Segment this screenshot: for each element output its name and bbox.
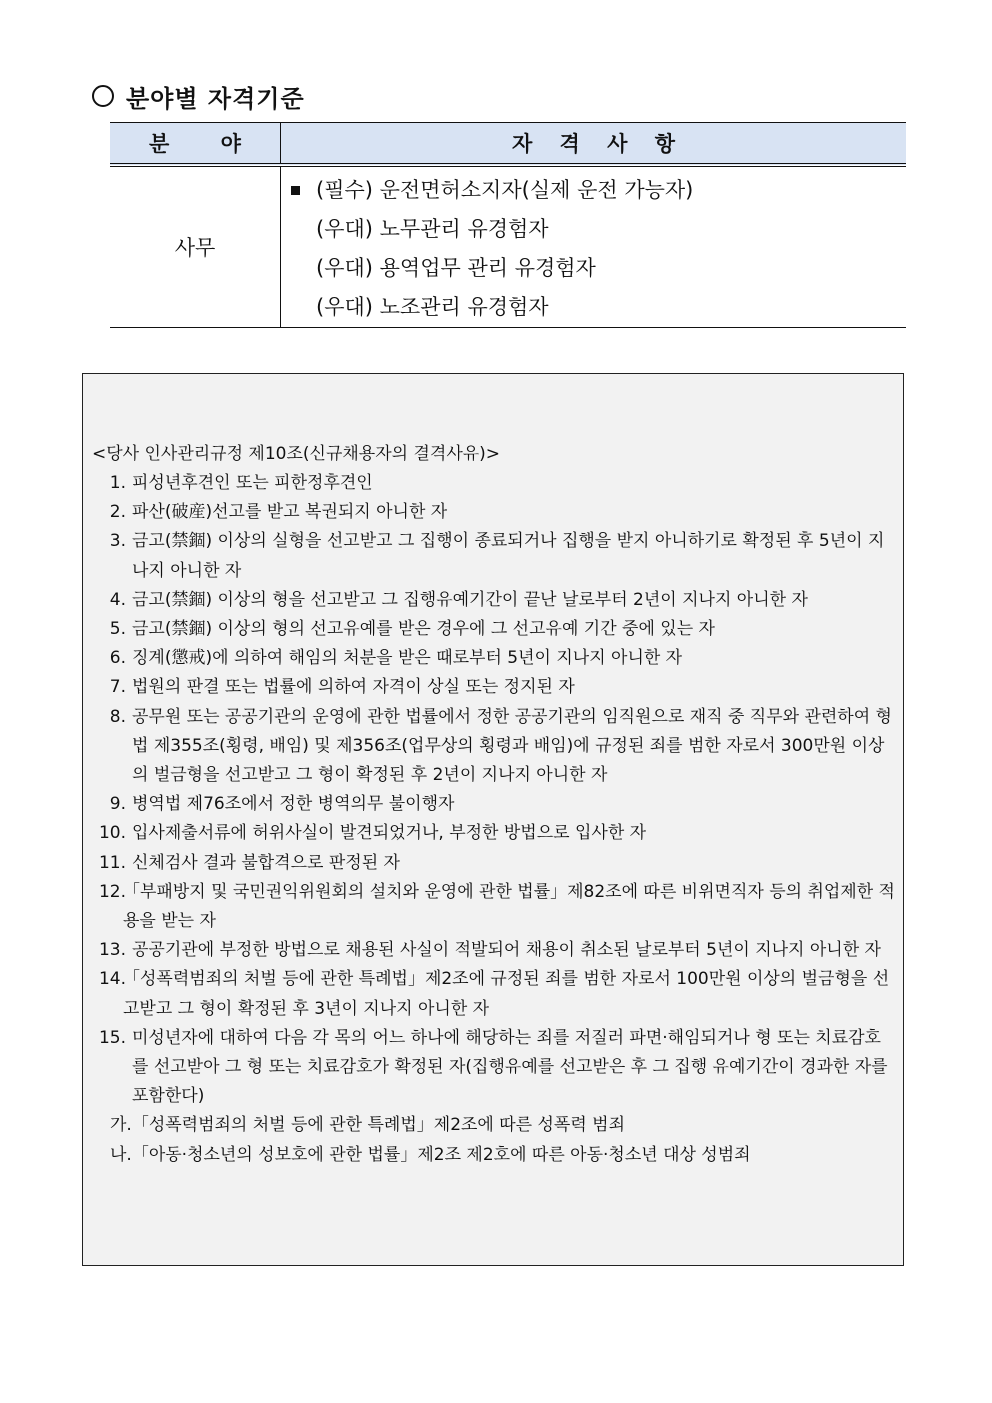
- requirement-item: (우대) 노조관리 유경험자: [316, 295, 549, 319]
- section-title: 분야별 자격기준: [126, 83, 305, 113]
- requirement-item: (우대) 노무관리 유경험자: [316, 217, 549, 241]
- notice-item: 9. 병역법 제76조에서 정한 병역의무 불이행자: [109, 794, 455, 815]
- requirements-cell: [281, 165, 907, 328]
- notice-item: 8. 공무원 또는 공공기관의 운영에 관한 법률에서 정한 공공기관의 임직원으로 재직 중 직무와 관련하여 형법 제355조(횡령, 배임) 및 제356조(업무상의 횡령과 배임)에 규정된 죄를 범한 자로서 300만원 이상의 벌금형을 선고받고 그 형이 확정된 후 2년이 지나지 아니한 자: [109, 706, 892, 786]
- notice-item: 6. 징계(懲戒)에 의하여 해임의 처분을 받은 때로부터 5년이 지나지 아니한 자: [109, 648, 683, 669]
- notice-item: 5. 금고(禁錮) 이상의 형의 선고유예를 받은 경우에 그 선고유예 기간 중에 있는 자: [109, 619, 715, 640]
- table-header-row: [110, 123, 906, 166]
- notice-item: 10. 입사제출서류에 허위사실이 발견되었거나, 부정한 방법으로 입사한 자: [98, 823, 647, 844]
- notice-item: 15. 미성년자에 대하여 다음 각 목의 어느 하나에 해당하는 죄를 저질러 파면·해임되거나 형 또는 치료감호를 선고받아 그 형 또는 치료감호가 확정된 자(집행유예를 선고받은 후 그 집행 유예기간이 경과한 자를 포함한다): [98, 1027, 888, 1107]
- section-heading: [92, 78, 305, 114]
- notice-title: <당사 인사관리규정 제10조(신규채용자의 결격사유)>: [92, 444, 501, 464]
- notice-subitem: 나.「아동·청소년의 성보호에 관한 법률」제2조 제2호에 따른 아동·청소년 대상 성범죄: [110, 1144, 751, 1165]
- disqualification-notice-box: [82, 373, 904, 1266]
- header-field: 분 야: [110, 123, 281, 166]
- notice-item: 13. 공공기관에 부정한 방법으로 채용된 사실이 적발되어 채용이 취소된 날로부터 5년이 지나지 아니한 자: [98, 940, 881, 961]
- field-cell: 사무: [110, 165, 281, 328]
- table-row: [110, 165, 906, 328]
- requirement-item: (우대) 용역업무 관리 유경험자: [316, 256, 596, 280]
- notice-item: 14. 「성폭력범죄의 처벌 등에 관한 특례법」제2조에 규정된 죄를 범한 자로서 100만원 이상의 벌금형을 선고받고 그 형이 확정된 후 3년이 지나지 아니한 자: [98, 969, 890, 1019]
- requirement-item: (필수) 운전면허소지자(실제 운전 가능자): [289, 171, 906, 210]
- requirements-list: [281, 167, 906, 327]
- circle-icon: [92, 85, 114, 107]
- qualification-table: [110, 122, 906, 328]
- notice-item: 4. 금고(禁錮) 이상의 형을 선고받고 그 집행유예기간이 끝난 날로부터 2년이 지나지 아니한 자: [109, 589, 808, 610]
- notice-item: 2. 파산(破産)선고를 받고 복권되지 아니한 자: [109, 502, 448, 523]
- notice-item: 12. 「부패방지 및 국민권익위원회의 설치와 운영에 관한 법률」제82조에 따른 비위면직자 등의 취업제한 적용을 받는 자: [98, 881, 895, 932]
- notice-subitem: 가.「성폭력범죄의 처벌 등에 관한 특례법」제2조에 따른 성폭력 범죄: [110, 1115, 626, 1136]
- notice-item: 11. 신체검사 결과 불합격으로 판정된 자: [98, 852, 400, 873]
- header-requirements: 자 격 사 항: [281, 123, 907, 166]
- notice-item: 3. 금고(禁錮) 이상의 실형을 선고받고 그 집행이 종료되거나 집행을 받지 아니하기로 확정된 후 5년이 지나지 아니한 자: [109, 531, 885, 581]
- square-bullet-icon: [291, 186, 300, 195]
- notice-item: 1. 피성년후견인 또는 피한정후견인: [109, 473, 373, 493]
- notice-item: 7. 법원의 판결 또는 법률에 의하여 자격이 상실 또는 정지된 자: [109, 677, 575, 698]
